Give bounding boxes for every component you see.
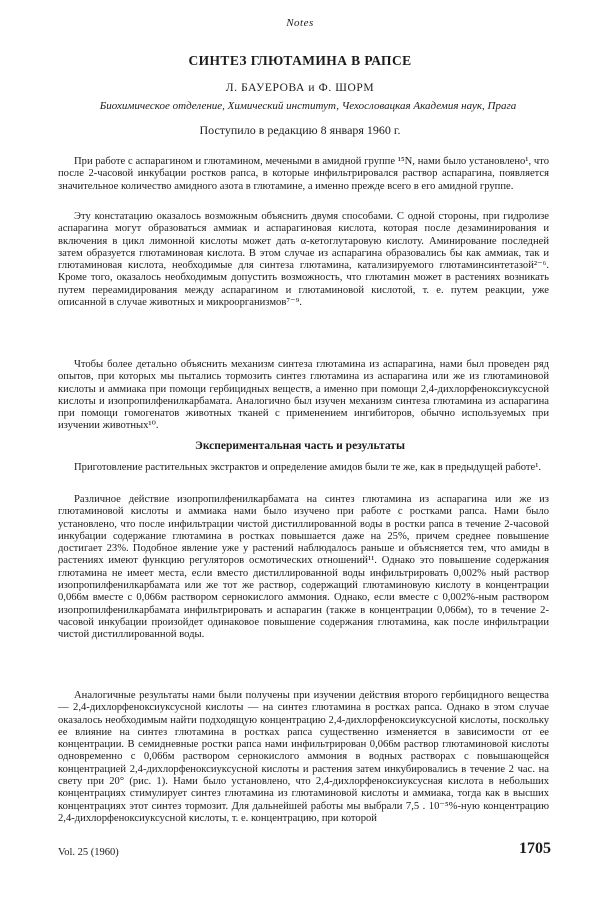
article-title: СИНТЕЗ ГЛЮТАМИНА В РАПСЕ <box>188 53 412 68</box>
volume-info: Vol. 25 (1960) <box>58 847 119 858</box>
authors: Л. БАУЕРОВА и Ф. ШОРМ <box>225 82 375 94</box>
body-paragraph <box>58 211 549 317</box>
paragraph-text: Приготовление растительных экстрактов и определение амидов были те же, как в предыдущей работе¹. <box>74 462 542 473</box>
body-paragraph <box>58 690 549 833</box>
body-paragraph <box>58 359 549 441</box>
affiliation: Биохимическое отделение, Химический институт, Чехословацкая Академия наук, Прага <box>99 100 517 112</box>
body-paragraph <box>58 462 549 482</box>
paragraph-text: Чтобы более детально объяснить механизм синтеза глютамина из аспарагина, нами был проведен ряд опытов, при которых мы пытались тормозить синтез глютамина из аспарагина или же из глютаминовой кислоты и аммиака при помощи гербицидных веществ, а именно при помощи 2,4-дихлорфеноксиуксусной кислоты и изопропилфенилкарбамата. Аналогично был изучен механизм синтеза глютамина из аспарагина при помощи гомогенатов животных тканей с применением ингибиторов, обычно используемых при изучении животных¹⁰. <box>58 359 549 432</box>
page-number: 1705 <box>519 840 551 857</box>
received-date: Поступило в редакцию 8 января 1960 г. <box>199 123 401 137</box>
paragraph-text: Различное действие изопропилфенилкарбамата на синтез глютамина из аспарагина или же из глютаминовой кислоты и аммиака нами было изучено при работе с ростками рапса. Нами было установлено, что после инфильтрации чистой дистиллированной воды в ростки рапса в течение 2-часовой инкубации содержание глютамина в ростках повышается даже на 25%, причем среднее повышение достигает 23%. Подобное явление уже у растений наблюдалось раньше и объясняется тем, что амиды в растениях имеют функцию регуляторов осмотических отношений¹¹. Однако это повышение содержания глютамина не имеет места, если вместо дистиллированной воды инфильтрировать 0,002% ный раствор изопропилфенилкарбамата или же тот же раствор, содержащий глютаминовую кислоту в концентрации 0,066м вместе с 0,066м раствором сернокислого аммония. Однако, если вместе с 0,002%-ным раствором изопропилфенилкарбамата инфильтрировать и аспарагин (также в концентрации 0,066м), то в течение 2-часовой инкубации произойдет одинаковое повышение содержания глютамина, как после инфильтрации чистой дистиллированной воды. <box>58 494 549 641</box>
paragraph-text: Аналогичные результаты нами были получены при изучении действия второго гербицидного вещества — 2,4-дихлорфеноксиуксусной кислоты — на синтез глютамина в ростках рапса. Однако в этом случае оказалось необходимым найти подходящую концентрацию 2,4-дихлорфеноксиуксусной кислоты, поскольку ее влияние на синтез глютамина в ростках рапса существенно изменяется в зависимости от ее концентрации. В семидневные ростки рапса нами инфильтрирован 0,066м раствор глютаминовой кислоты одновременно с 0,066м раствором сернокислого аммония в водных растворах с повышающейся концентрацией 2,4-дихлорфеноксиуксусной кислоты и растения затем инкубировались в течение 2 час. на свету при 20° (рис. 1). Нами было установлено, что 2,4-дихлорфеноксиуксусная кислота в небольших концентрациях стимулирует синтез глютамина из глютаминовой кислоты и аммиака, тогда как в высших концентрациях этот синтез тормозит. Для дальнейшей работы мы выбрали 7,5 . 10⁻⁵%-ную концентрацию 2,4-дихлорфеноксиуксусной кислоты, т. е. концентрацию, при которой <box>58 690 549 824</box>
running-header: Notes <box>286 17 314 29</box>
section-heading: Экспериментальная часть и результаты <box>195 440 405 452</box>
body-paragraph <box>58 156 549 201</box>
paragraph-text: Эту констатацию оказалось возможным объяснить двумя способами. С одной стороны, при гидролизе аспарагина могут образоваться аммиак и аспарагиновая кислота, которая после дезаминирования и включения в цикл лимонной кислоты может дать α-кетоглутаровую кислоту. Аминирование последней затем образуется глютаминовая кислота. В этом случае из аспарагина образовались бы как аммиак, так и глютаминовая кислота, необходимые для синтеза глютамина, катализируемого глютаминсинтетазой²⁻⁶. Кроме того, оказалось необходимым допустить возможность, что глютамин может в растениях возникать путем переамидирования между аспарагином и глютаминовой кислотой, т. е. путем реакции, уже описанной в случае животных и микроорганизмов⁷⁻⁹. <box>58 211 549 309</box>
body-paragraph <box>58 494 549 650</box>
paragraph-text: При работе с аспарагином и глютамином, мечеными в амидной группе ¹⁵N, нами было установлено¹, что после 2-часовой инкубации ростков рапса, в которые инфильтрировался раствор аспарагина, появляется значительное количество амидного азота в глютамине, а именно прежде всего в его амидной группе. <box>58 156 549 192</box>
